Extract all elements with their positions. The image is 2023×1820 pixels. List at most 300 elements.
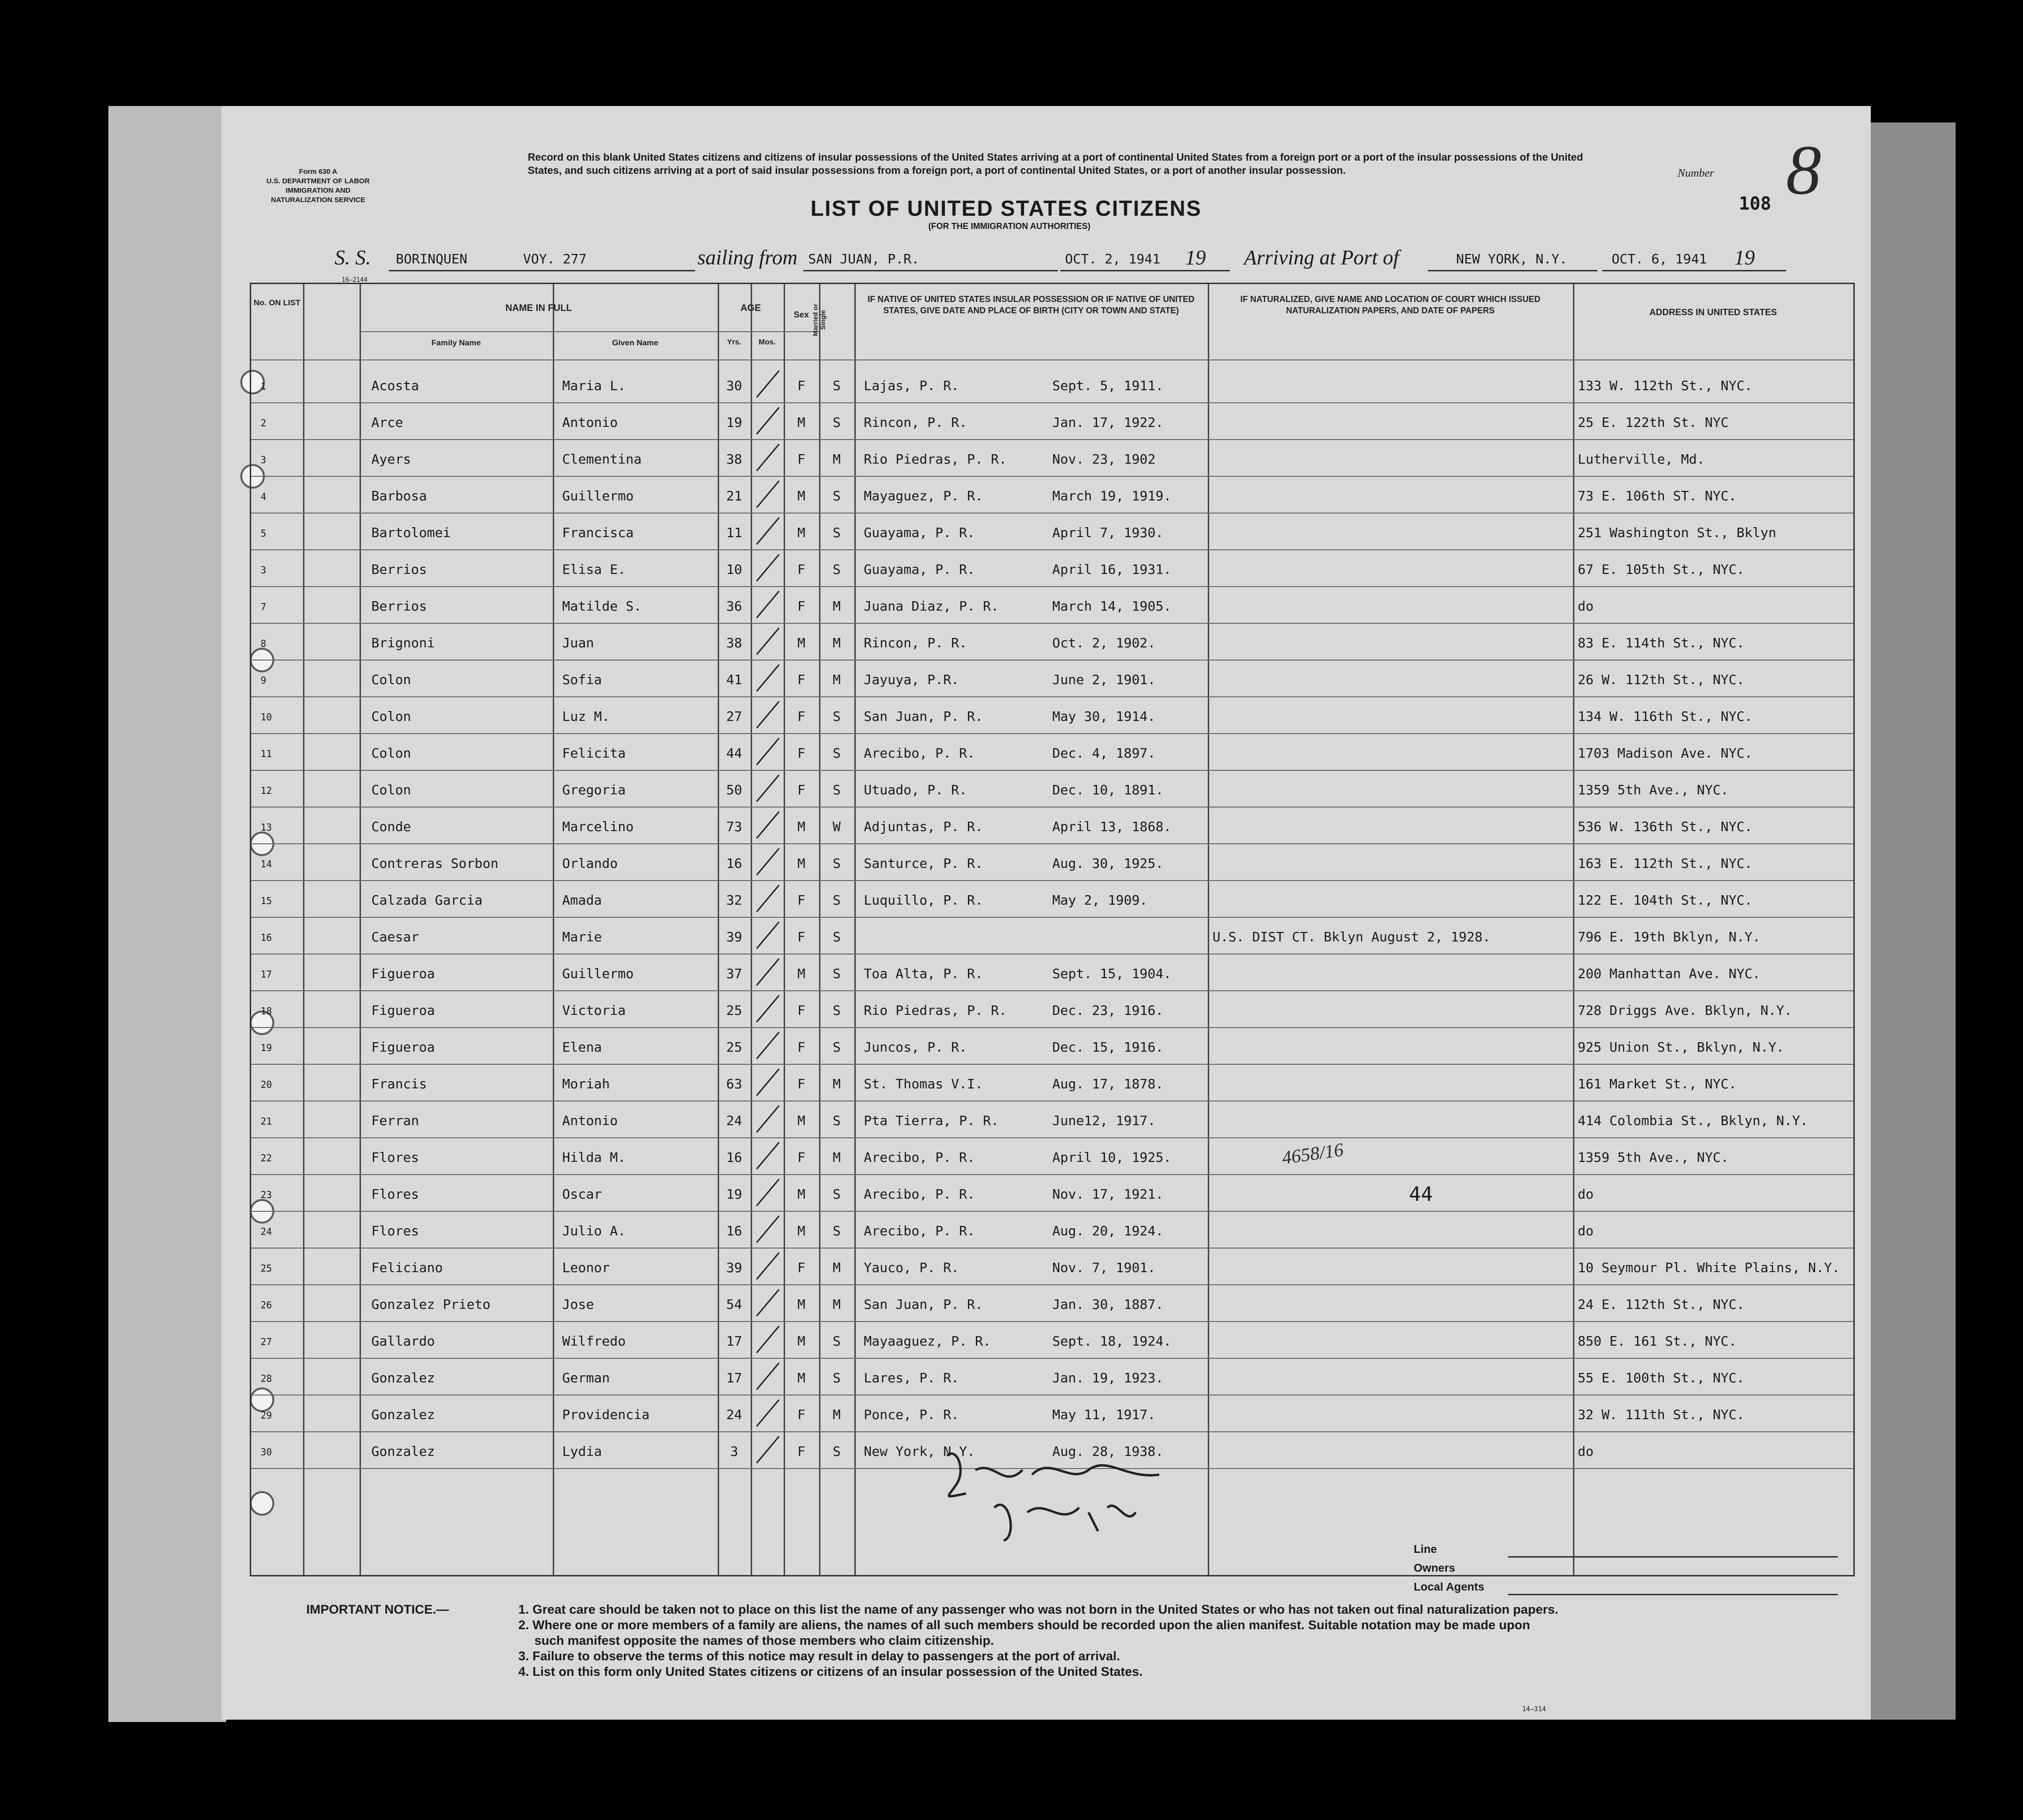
cell-sex: M: [797, 1333, 805, 1349]
header-family-name: Family Name: [431, 338, 481, 347]
cell-age: 21: [726, 488, 742, 504]
cell-sex: F: [797, 1076, 805, 1092]
cell-sex: M: [797, 1297, 805, 1312]
table-row: [251, 1396, 1853, 1432]
cell-no: 29: [261, 1410, 272, 1421]
cell-no: 2: [261, 417, 267, 429]
cell-address: 133 W. 112th St., NYC.: [1578, 378, 1753, 393]
cell-address: 1359 5th Ave., NYC.: [1578, 1150, 1729, 1165]
cell-given: Antonio: [562, 1113, 618, 1128]
cell-family: Colon: [371, 745, 411, 761]
sailing-from: SAN JUAN, P.R.: [808, 251, 920, 267]
cell-no: 23: [261, 1189, 272, 1200]
cell-given: Guillermo: [562, 488, 634, 504]
cell-age: 24: [726, 1113, 742, 1128]
cell-no: 20: [261, 1079, 272, 1090]
cell-family: Barbosa: [371, 488, 427, 504]
cell-date: May 2, 1909.: [1052, 892, 1148, 908]
cell-age: 11: [726, 525, 742, 540]
cell-date: Aug. 30, 1925.: [1052, 856, 1164, 871]
check-mark: [756, 370, 780, 398]
header-divider: [360, 331, 819, 332]
cell-address: 796 E. 19th Bklyn, N.Y.: [1578, 929, 1761, 945]
cell-sex: F: [797, 709, 805, 724]
cell-family: Colon: [371, 709, 411, 724]
cell-given: Hilda M.: [562, 1150, 626, 1165]
form-id-line: IMMIGRATION AND: [286, 187, 351, 195]
cell-date: March 19, 1919.: [1052, 488, 1171, 504]
cell-family: Figueroa: [371, 1003, 435, 1018]
cell-no: 12: [261, 785, 272, 796]
check-mark: [756, 1105, 780, 1133]
form-id-line: Form 630 A: [299, 168, 337, 176]
check-mark: [756, 701, 780, 729]
cell-sex: F: [797, 1444, 805, 1459]
cell-no: 7: [261, 601, 267, 612]
cell-place: Rincon, P. R.: [864, 635, 967, 651]
ship-name: BORINQUEN: [396, 251, 467, 267]
table-row: [251, 587, 1853, 624]
field-owners: [1414, 1562, 1838, 1581]
cell-place: Toa Alta, P. R.: [864, 966, 983, 981]
cell-date: Sept. 18, 1924.: [1052, 1333, 1171, 1349]
page-number: 108: [1739, 193, 1771, 214]
cell-marital: S: [833, 1003, 841, 1018]
cell-sex: M: [797, 856, 805, 871]
scan-background-left: [108, 106, 226, 1722]
cell-address: 83 E. 114th St., NYC.: [1578, 635, 1745, 651]
table-row: [251, 1359, 1853, 1396]
cell-family: Gonzalez: [371, 1444, 435, 1459]
cell-family: Berrios: [371, 598, 427, 614]
cell-address: 925 Union St., Bklyn, N.Y.: [1578, 1039, 1785, 1055]
header-name-in-full: NAME IN FULL: [505, 303, 572, 313]
check-mark: [756, 1399, 780, 1427]
cell-age: 17: [726, 1333, 742, 1349]
cell-place: St. Thomas V.I.: [864, 1076, 983, 1092]
cell-no: 28: [261, 1373, 272, 1384]
table-row: [251, 991, 1853, 1028]
cell-age: 25: [726, 1039, 742, 1055]
check-mark: [756, 481, 780, 508]
table-row: [251, 477, 1853, 514]
check-mark: [756, 1436, 780, 1464]
cell-address: do: [1578, 1444, 1594, 1459]
cell-sex: F: [797, 782, 805, 798]
cell-place: Ponce, P. R.: [864, 1407, 959, 1422]
cell-date: Jan. 19, 1923.: [1052, 1370, 1164, 1386]
cell-age: 54: [726, 1297, 742, 1312]
table-row: [251, 1212, 1853, 1249]
cell-given: Victoria: [562, 1003, 626, 1018]
cell-date: Jan. 17, 1922.: [1052, 415, 1164, 430]
header-mos: Mos.: [758, 338, 776, 346]
cell-place: San Juan, P. R.: [864, 1297, 983, 1312]
notice-item: 4. List on this form only United States citizens or citizens of an insular possession of the United States.: [518, 1665, 1143, 1679]
cell-given: Wilfredo: [562, 1333, 626, 1349]
cell-family: Bartolomei: [371, 525, 451, 540]
cell-age: 25: [726, 1003, 742, 1018]
cell-naturalized: U.S. DIST CT. Bklyn August 2, 1928.: [1212, 929, 1491, 945]
notice-item: 3. Failure to observe the terms of this notice may result in delay to passengers at the port of arrival.: [518, 1649, 1120, 1663]
table-row: [251, 403, 1853, 440]
cell-date: June12, 1917.: [1052, 1113, 1156, 1128]
cell-age: 39: [726, 1260, 742, 1275]
cell-family: Gonzalez: [371, 1407, 435, 1422]
cell-marital: M: [833, 1260, 841, 1275]
check-mark: [756, 628, 780, 655]
notice-heading: IMPORTANT NOTICE.—: [306, 1602, 449, 1616]
underline: [389, 270, 695, 271]
check-mark: [756, 922, 780, 949]
cell-no: 19: [261, 1042, 272, 1053]
cell-date: June 2, 1901.: [1052, 672, 1156, 687]
cell-place: Pta Tierra, P. R.: [864, 1113, 999, 1128]
header-birth: IF NATIVE OF UNITED STATES INSULAR POSSESSION OR IF NATIVE OF UNITED STATES, GIVE DATE AND PLACE OF BIRTH (CITY OR TOWN AND STATE): [868, 294, 1195, 315]
cell-given: Gregoria: [562, 782, 626, 798]
cell-sex: F: [797, 1003, 805, 1018]
check-mark: [756, 885, 780, 913]
check-mark: [756, 1326, 780, 1354]
year-prefix: 19: [1185, 246, 1206, 269]
cell-no: 24: [261, 1226, 272, 1237]
cell-no: 30: [261, 1446, 272, 1458]
check-mark: [756, 1179, 780, 1207]
form-id-line: U.S. DEPARTMENT OF LABOR: [266, 177, 370, 185]
cell-date: April 10, 1925.: [1052, 1150, 1171, 1165]
cell-age: 3: [730, 1444, 738, 1459]
cell-given: Providencia: [562, 1407, 650, 1422]
cell-no: 8: [261, 638, 267, 649]
cell-sex: F: [797, 1260, 805, 1275]
ss-label: S. S.: [335, 246, 371, 269]
cell-place: Arecibo, P. R.: [864, 745, 975, 761]
cell-address: do: [1578, 1186, 1594, 1202]
cell-marital: S: [833, 929, 841, 945]
cell-sex: F: [797, 672, 805, 687]
cell-address: 161 Market St., NYC.: [1578, 1076, 1737, 1092]
cell-address: 25 E. 122th St. NYC: [1578, 415, 1729, 430]
cell-date: Sept. 5, 1911.: [1052, 378, 1164, 393]
check-mark: [756, 664, 780, 692]
cell-date: April 7, 1930.: [1052, 525, 1164, 540]
cell-age: 63: [726, 1076, 742, 1092]
table-row: [251, 1322, 1853, 1359]
cell-given: Marcelino: [562, 819, 634, 834]
check-mark: [756, 1363, 780, 1390]
manifest-page: [221, 106, 1871, 1720]
cell-age: 38: [726, 451, 742, 467]
cell-date: April 16, 1931.: [1052, 562, 1171, 577]
cell-age: 16: [726, 1223, 742, 1239]
sailing-label: sailing from: [697, 246, 798, 269]
cell-address: 728 Driggs Ave. Bklyn, N.Y.: [1578, 1003, 1793, 1018]
cell-given: Marie: [562, 929, 602, 945]
cell-age: 19: [726, 1186, 742, 1202]
cell-address: 24 E. 112th St., NYC.: [1578, 1297, 1745, 1312]
cell-age: 37: [726, 966, 742, 981]
field-label: Owners: [1414, 1562, 1456, 1575]
voyage-number: VOY. 277: [523, 251, 587, 267]
cell-marital: S: [833, 1039, 841, 1055]
cell-marital: M: [833, 1150, 841, 1165]
header-given-name: Given Name: [612, 338, 659, 347]
cell-age: 16: [726, 1150, 742, 1165]
underline: [1060, 270, 1230, 271]
check-mark: [756, 1252, 780, 1280]
form-id-line: NATURALIZATION SERVICE: [270, 196, 365, 204]
check-mark: [756, 444, 780, 472]
notice-item: 2. Where one or more members of a family are aliens, the names of all such members should be recorded upon the alien manifest. Suitable notation may be made upon: [518, 1618, 1531, 1632]
handwritten-number: 8: [1786, 131, 1821, 209]
cell-age: 16: [726, 856, 742, 871]
check-mark: [756, 554, 780, 582]
cell-given: Clementina: [562, 451, 642, 467]
check-mark: [756, 848, 780, 876]
cell-family: Conde: [371, 819, 411, 834]
table-row: [251, 440, 1853, 477]
cell-marital: S: [833, 856, 841, 871]
check-mark: [756, 958, 780, 986]
form-code: 16—2144: [342, 277, 368, 284]
cell-marital: S: [833, 488, 841, 504]
cell-sex: M: [797, 819, 805, 834]
page-subtitle: (FOR THE IMMIGRATION AUTHORITIES): [928, 221, 1090, 231]
cell-place: Utuado, P. R.: [864, 782, 967, 798]
cell-sex: M: [797, 1186, 805, 1202]
cell-given: Juan: [562, 635, 594, 651]
cell-sex: F: [797, 892, 805, 908]
table-row: [251, 514, 1853, 550]
cell-place: Guayama, P. R.: [864, 525, 975, 540]
cell-address: 122 E. 104th St., NYC.: [1578, 892, 1753, 908]
cell-no: 10: [261, 711, 272, 723]
passenger-table: [250, 283, 1855, 1576]
cell-no: 21: [261, 1116, 272, 1127]
cell-sex: F: [797, 1407, 805, 1422]
cell-age: 36: [726, 598, 742, 614]
cell-marital: S: [833, 892, 841, 908]
year-prefix: 19: [1734, 246, 1755, 269]
cell-sex: M: [797, 415, 805, 430]
table-row: [251, 1102, 1853, 1138]
cell-no: 25: [261, 1263, 272, 1274]
arrival-port: NEW YORK, N.Y.: [1456, 251, 1568, 267]
cell-place: Lajas, P. R.: [864, 378, 959, 393]
cell-marital: S: [833, 966, 841, 981]
cell-family: Colon: [371, 672, 411, 687]
cell-family: Flores: [371, 1186, 419, 1202]
center-number: 44: [1409, 1183, 1433, 1206]
sailing-date: OCT. 2, 1941: [1065, 251, 1161, 267]
margin-handwritten-note: 4658/16: [1280, 1139, 1345, 1168]
cell-no: 26: [261, 1299, 272, 1311]
cell-given: Luz M.: [562, 709, 610, 724]
cell-no: 14: [261, 858, 272, 870]
cell-address: 67 E. 105th St., NYC.: [1578, 562, 1745, 577]
cell-sex: F: [797, 929, 805, 945]
header-sex: Sex: [794, 310, 809, 319]
cell-place: Santurce, P. R.: [864, 856, 983, 871]
cell-sex: M: [797, 488, 805, 504]
field-label: Line: [1414, 1543, 1437, 1556]
cell-place: Yauco, P. R.: [864, 1260, 959, 1275]
cell-family: Calzada Garcia: [371, 892, 483, 908]
cell-place: Luquillo, P. R.: [864, 892, 983, 908]
scan-background-right: [1866, 122, 1956, 1720]
check-mark: [756, 517, 780, 545]
cell-place: Juncos, P. R.: [864, 1039, 967, 1055]
cell-family: Colon: [371, 782, 411, 798]
cell-family: Acosta: [371, 378, 419, 393]
cell-given: Francisca: [562, 525, 634, 540]
cell-sex: M: [797, 525, 805, 540]
cell-given: Matilde S.: [562, 598, 642, 614]
cell-date: Jan. 30, 1887.: [1052, 1297, 1164, 1312]
cell-family: Ayers: [371, 451, 411, 467]
cell-marital: S: [833, 525, 841, 540]
cell-address: 134 W. 116th St., NYC.: [1578, 709, 1753, 724]
cell-no: 16: [261, 932, 272, 943]
underline: [1602, 270, 1786, 271]
table-row: [251, 771, 1853, 808]
cell-marital: M: [833, 1297, 841, 1312]
cell-given: Julio A.: [562, 1223, 626, 1239]
arriving-label: Arriving at Port of: [1244, 246, 1399, 269]
cell-date: Aug. 20, 1924.: [1052, 1223, 1164, 1239]
cell-no: 27: [261, 1336, 272, 1347]
cell-no: 4: [261, 491, 267, 502]
cell-sex: M: [797, 966, 805, 981]
cell-given: Sofia: [562, 672, 602, 687]
table-row: [251, 367, 1853, 403]
cell-address: 414 Colombia St., Bklyn, N.Y.: [1578, 1113, 1808, 1128]
cell-age: 73: [726, 819, 742, 834]
cell-family: Figueroa: [371, 966, 435, 981]
cell-age: 24: [726, 1407, 742, 1422]
cell-given: Guillermo: [562, 966, 634, 981]
cell-given: Lydia: [562, 1444, 602, 1459]
cell-marital: S: [833, 415, 841, 430]
table-row: [251, 697, 1853, 734]
cell-place: Guayama, P. R.: [864, 562, 975, 577]
header-divider: [251, 359, 1853, 360]
underline: [803, 270, 1058, 271]
field-label: Local Agents: [1414, 1581, 1484, 1593]
cell-age: 39: [726, 929, 742, 945]
cell-marital: M: [833, 672, 841, 687]
cell-sex: F: [797, 1039, 805, 1055]
cell-marital: M: [833, 451, 841, 467]
cell-date: Sept. 15, 1904.: [1052, 966, 1171, 981]
cell-sex: F: [797, 562, 805, 577]
cell-family: Gallardo: [371, 1333, 435, 1349]
cell-marital: S: [833, 1333, 841, 1349]
form-id: [259, 167, 377, 205]
cell-address: 200 Manhattan Ave. NYC.: [1578, 966, 1761, 981]
cell-marital: S: [833, 782, 841, 798]
cell-date: May 11, 1917.: [1052, 1407, 1156, 1422]
cell-marital: W: [833, 819, 841, 834]
cell-place: Rincon, P. R.: [864, 415, 967, 430]
table-row: [251, 661, 1853, 697]
cell-place: Mayaguez, P. R.: [864, 488, 983, 504]
cell-place: Rio Piedras, P. R.: [864, 451, 1007, 467]
cell-marital: M: [833, 598, 841, 614]
cell-address: do: [1578, 1223, 1594, 1239]
cell-no: 3: [261, 454, 267, 465]
cell-given: Oscar: [562, 1186, 602, 1202]
cell-family: Figueroa: [371, 1039, 435, 1055]
cell-age: 27: [726, 709, 742, 724]
cell-date: Dec. 23, 1916.: [1052, 1003, 1164, 1018]
cell-place: Lares, P. R.: [864, 1370, 959, 1386]
check-mark: [756, 1142, 780, 1170]
cell-age: 17: [726, 1370, 742, 1386]
cell-given: Moriah: [562, 1076, 610, 1092]
underline: [1428, 270, 1597, 271]
cell-place: Arecibo, P. R.: [864, 1150, 975, 1165]
cell-marital: S: [833, 378, 841, 393]
cell-date: Oct. 2, 1902.: [1052, 635, 1156, 651]
cell-given: Maria L.: [562, 378, 626, 393]
cell-date: April 13, 1868.: [1052, 819, 1171, 834]
page-title: LIST OF UNITED STATES CITIZENS: [811, 196, 1202, 220]
cell-date: Aug. 17, 1878.: [1052, 1076, 1164, 1092]
cell-given: Jose: [562, 1297, 594, 1312]
cell-family: Gonzalez: [371, 1370, 435, 1386]
table-row: [251, 1065, 1853, 1102]
cell-address: Lutherville, Md.: [1578, 451, 1705, 467]
cell-family: Brignoni: [371, 635, 435, 651]
cell-place: San Juan, P. R.: [864, 709, 983, 724]
table-row: [251, 844, 1853, 881]
cell-age: 30: [726, 378, 742, 393]
cell-family: Flores: [371, 1223, 419, 1239]
cell-no: 18: [261, 1005, 272, 1017]
cell-place: Arecibo, P. R.: [864, 1223, 975, 1239]
cell-sex: M: [797, 635, 805, 651]
header-marital: Married or Single: [811, 303, 827, 336]
notice-item: such manifest opposite the names of those members who claim citizenship.: [534, 1633, 994, 1648]
check-mark: [756, 775, 780, 802]
printer-code: 14—314: [1522, 1706, 1546, 1713]
cell-sex: F: [797, 378, 805, 393]
table-row: [251, 1028, 1853, 1065]
cell-address: 32 W. 111th St., NYC.: [1578, 1407, 1745, 1422]
cell-date: Nov. 17, 1921.: [1052, 1186, 1164, 1202]
cell-marital: S: [833, 1223, 841, 1239]
cell-address: 163 E. 112th St., NYC.: [1578, 856, 1753, 871]
cell-address: 73 E. 106th ST. NYC.: [1578, 488, 1737, 504]
cell-address: 251 Washington St., Bklyn: [1578, 525, 1777, 540]
cell-age: 41: [726, 672, 742, 687]
cell-marital: S: [833, 1370, 841, 1386]
cell-age: 19: [726, 415, 742, 430]
cell-place: New York, N.Y.: [864, 1444, 975, 1459]
cell-given: Elena: [562, 1039, 602, 1055]
cell-family: Arce: [371, 415, 403, 430]
cell-date: Dec. 10, 1891.: [1052, 782, 1164, 798]
check-mark: [756, 811, 780, 839]
cell-sex: M: [797, 1113, 805, 1128]
header-address: ADDRESS IN UNITED STATES: [1649, 308, 1777, 318]
cell-sex: F: [797, 598, 805, 614]
cell-date: Dec. 4, 1897.: [1052, 745, 1156, 761]
table-row: [251, 1138, 1853, 1175]
cell-marital: M: [833, 1407, 841, 1422]
cell-address: 55 E. 100th St., NYC.: [1578, 1370, 1745, 1386]
